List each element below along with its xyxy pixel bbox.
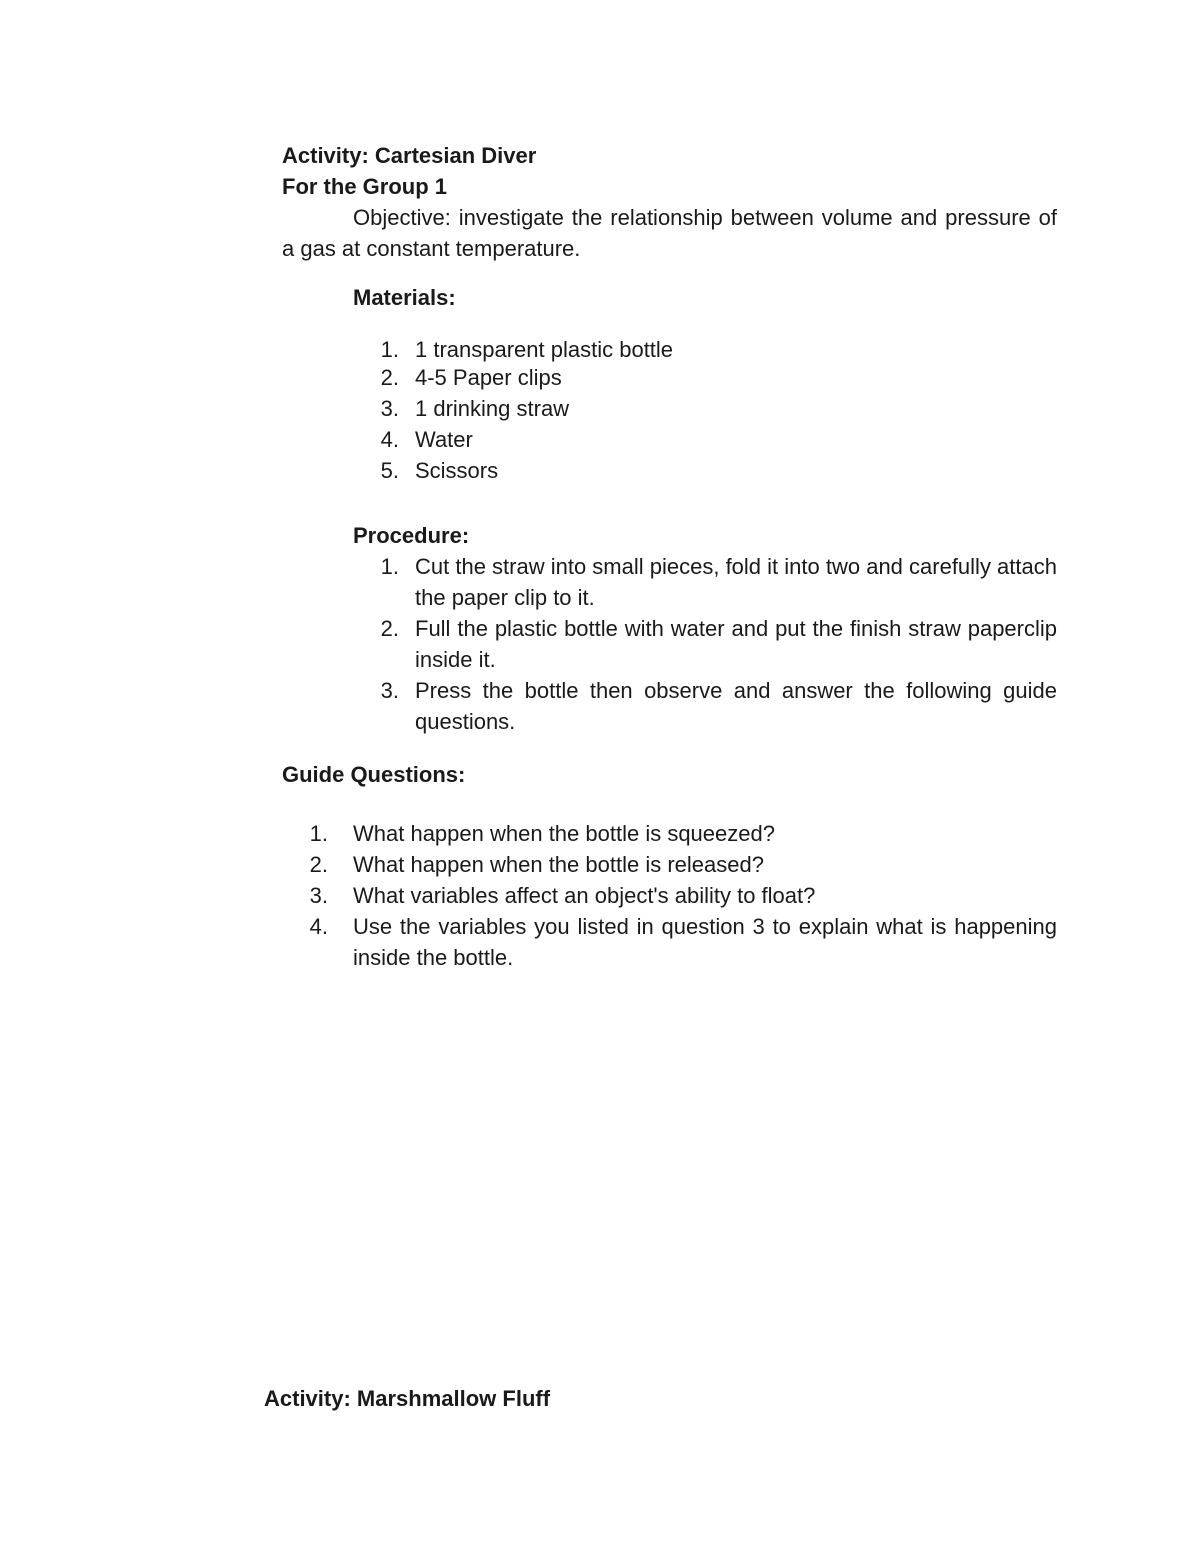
list-number: 4.	[380, 427, 399, 452]
list-text: Use the variables you listed in question 3 to explain what is happening inside the bottle.	[353, 914, 1057, 970]
list-number: 5.	[380, 458, 399, 483]
list-item	[282, 911, 1057, 973]
activity-title: Activity: Cartesian Diver	[282, 143, 537, 168]
list-number: 4.	[309, 914, 328, 939]
list-number: 3.	[309, 883, 328, 908]
list-item	[282, 849, 1057, 880]
group-label: For the Group 1	[282, 174, 447, 199]
guide-questions-list	[282, 818, 1057, 973]
list-text: What variables affect an object's ability to float?	[353, 883, 816, 908]
list-item	[282, 880, 1057, 911]
list-text: Cut the straw into small pieces, fold it into two and carefully attach the paper clip to it.	[415, 554, 1057, 610]
list-item	[353, 362, 1057, 393]
list-number: 1.	[380, 554, 399, 579]
procedure-list	[353, 551, 1057, 737]
list-number: 1.	[380, 337, 399, 362]
guide-questions-heading: Guide Questions:	[282, 762, 466, 787]
list-number: 3.	[380, 678, 399, 703]
list-item	[282, 818, 1057, 849]
list-item	[353, 424, 1057, 455]
list-item	[353, 551, 1057, 613]
list-text: Press the bottle then observe and answer the following guide questions.	[415, 678, 1057, 734]
list-item	[353, 613, 1057, 675]
list-number: 2.	[309, 852, 328, 877]
list-text: 1 transparent plastic bottle	[415, 337, 674, 362]
list-item	[353, 334, 1057, 362]
objective-paragraph: Objective: investigate the relationship between volume and pressure of a gas at constant temperature.	[282, 205, 1057, 261]
list-number: 1.	[309, 821, 328, 846]
materials-list	[353, 334, 1057, 486]
list-item	[353, 393, 1057, 424]
list-text: Full the plastic bottle with water and put the finish straw paperclip inside it.	[415, 616, 1057, 672]
list-text: 4-5 Paper clips	[415, 365, 562, 390]
list-text: What happen when the bottle is squeezed?	[353, 821, 775, 846]
list-item	[353, 675, 1057, 737]
list-number: 2.	[380, 365, 399, 390]
list-text: What happen when the bottle is released?	[353, 852, 764, 877]
materials-heading: Materials:	[353, 285, 456, 310]
list-number: 2.	[380, 616, 399, 641]
procedure-heading: Procedure:	[353, 523, 470, 548]
list-item	[353, 455, 1057, 486]
list-text: 1 drinking straw	[415, 396, 570, 421]
list-text: Scissors	[415, 458, 499, 483]
activity-title: Activity: Marshmallow Fluff	[264, 1386, 551, 1411]
list-number: 3.	[380, 396, 399, 421]
list-text: Water	[415, 427, 473, 452]
